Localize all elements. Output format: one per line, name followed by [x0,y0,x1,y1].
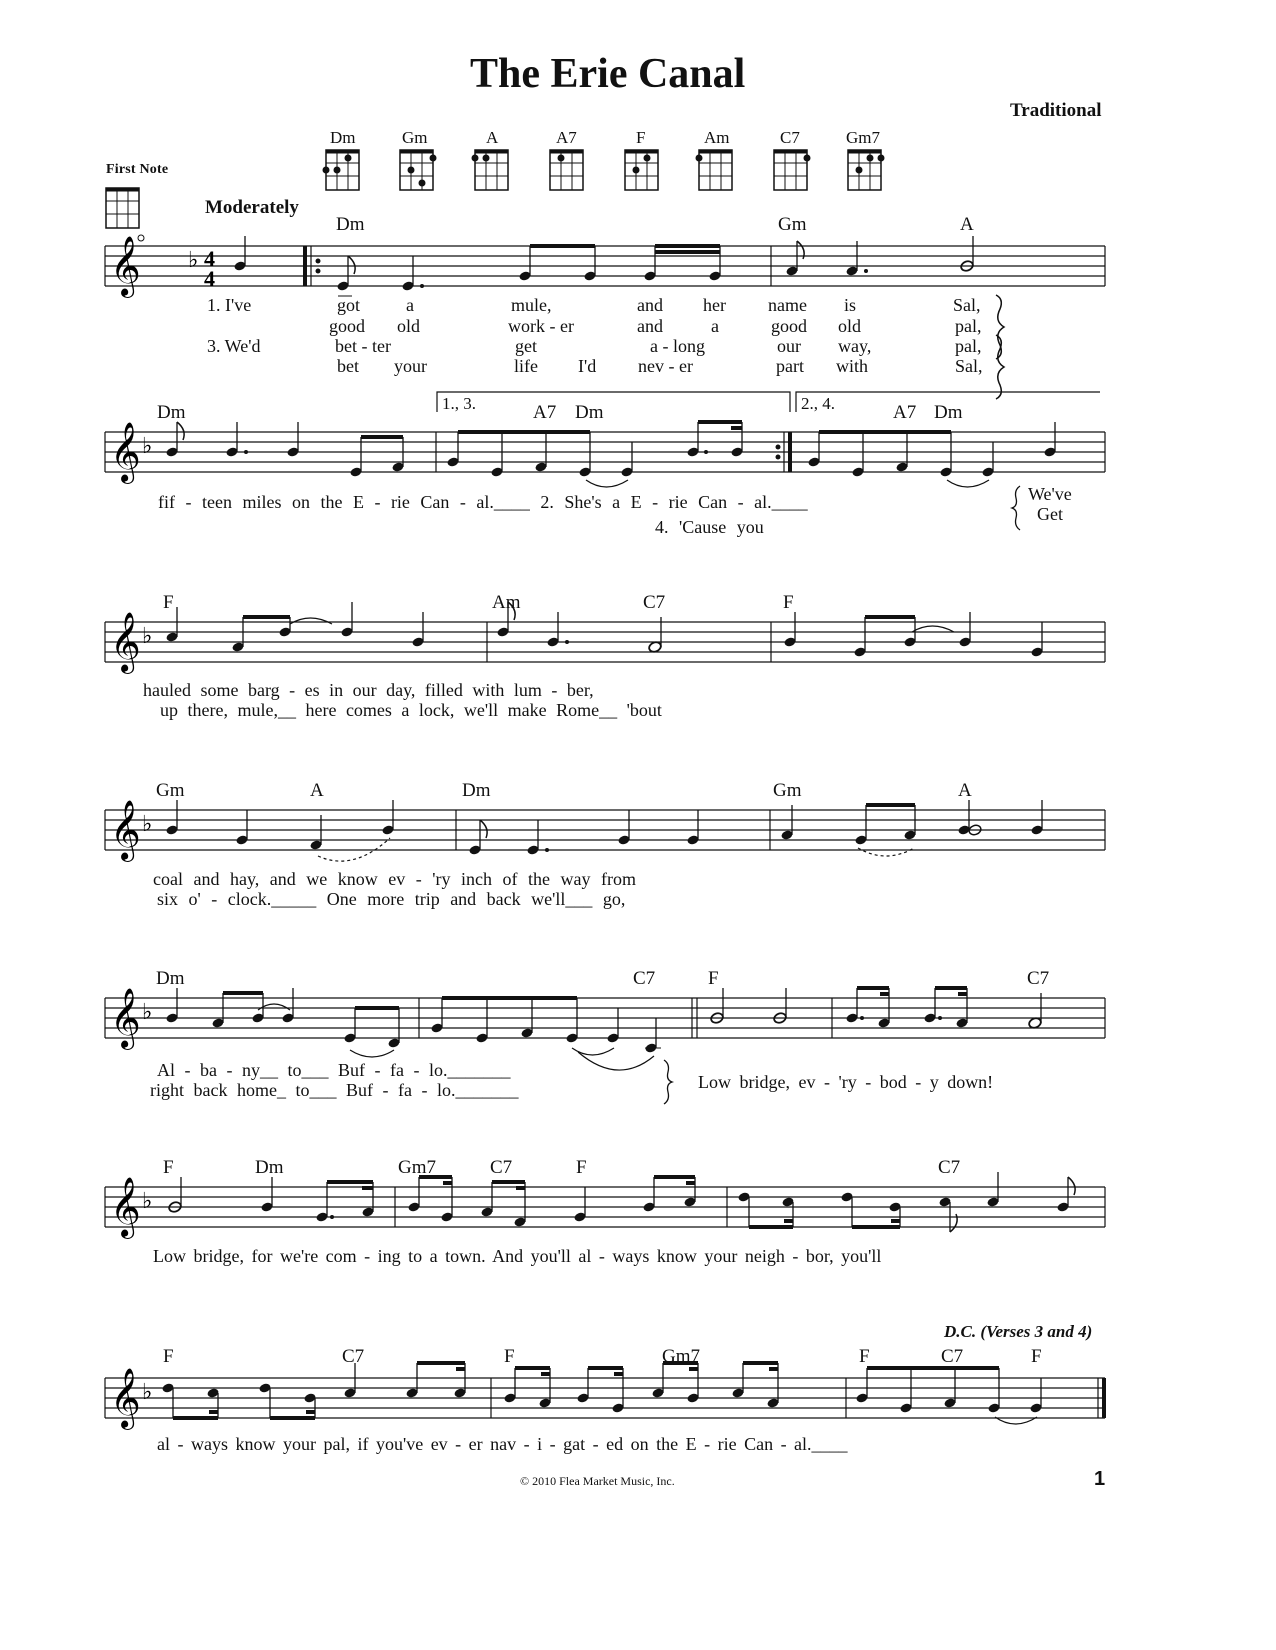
chord-symbol: F [504,1346,515,1367]
chord-grid-a7 [550,150,583,190]
chord-grid-dm [323,150,360,190]
page-number: 1 [1094,1468,1106,1490]
chord-symbol: Gm7 [398,1157,436,1178]
svg-text:♭: ♭ [142,812,153,837]
chord-grid-a [472,150,509,190]
svg-text:𝄞: 𝄞 [110,1177,141,1237]
lyric-word: got [337,295,361,315]
lyric-word: old [397,316,421,336]
chord-symbol: Dm [255,1157,284,1178]
lyric-word: bet [337,356,359,376]
song-title: The Erie Canal [470,51,746,97]
chord-diagram-label: A7 [556,128,577,147]
first-ending-label: 1., 3. [442,394,476,413]
chord-diagram-label: C7 [780,128,800,147]
lyric-word: with [836,356,869,376]
chord-diagram-label: Gm7 [846,128,880,147]
chord-symbol: A7 [893,402,917,423]
chord-symbol: Dm [336,214,365,235]
chord-symbol: Gm [773,780,802,801]
chord-symbol: Gm [156,780,185,801]
staff-system-6 [105,1172,1105,1239]
chord-symbol: Dm [934,402,963,423]
lyric-word: and [637,295,663,315]
svg-text:♭: ♭ [142,434,153,459]
lyric-line: up there, mule,__ here comes a lock, we'll make Rome__ 'bout [160,700,662,720]
lyric-line: hauled some barg - es in our day, filled with lum - ber, [143,680,594,700]
lyric-word: pal, [955,336,982,356]
first-note-label: First Note [106,162,169,177]
chord-grid-am [696,150,733,190]
lyric-line: right back home_ to___ Buf - fa - lo._______ [150,1080,519,1100]
refrain-lyric: Low bridge, ev - 'ry - bod - y down! [698,1072,994,1092]
svg-text:𝄞: 𝄞 [110,236,141,296]
chord-symbol: F [163,592,174,613]
chord-diagram-label: Gm [402,128,428,147]
lyric-word: We've [1028,484,1072,504]
chord-grid-gm7 [848,150,885,190]
lyric-line: fif - teen miles on the E - rie Can - al.____ 2. She's a E - rie Can - al.____ [158,492,808,512]
lyric-word: mule, [511,295,552,315]
chord-symbol: F [1031,1346,1042,1367]
svg-text:♭: ♭ [188,248,199,273]
svg-text:𝄞: 𝄞 [110,988,141,1048]
lyric-word: good [771,316,807,336]
chord-symbol: A [958,780,972,801]
chord-symbol: F [163,1346,174,1367]
chord-symbol: Dm [575,402,604,423]
lyric-word: work - er [508,316,574,336]
chord-symbol: C7 [342,1346,365,1367]
svg-text:♭: ♭ [142,624,153,649]
chord-symbol: C7 [941,1346,964,1367]
svg-text:4: 4 [204,246,215,271]
chord-symbol: F [576,1157,587,1178]
chord-symbol: C7 [938,1157,961,1178]
composer: Traditional [1010,100,1102,121]
svg-text:𝄞: 𝄞 [110,1368,141,1428]
lyric-word: and [637,316,663,336]
lyric-line: Low bridge, for we're com - ing to a town. And you'll al - ways know your neigh - bor, you'll [153,1246,882,1266]
staff-system-5 [105,988,1105,1070]
svg-text:𝄞: 𝄞 [110,800,141,860]
first-note-grid [106,188,144,241]
lyric-word: a [406,295,414,315]
chord-diagram-label: Am [704,128,730,147]
chord-symbol: Dm [462,780,491,801]
chord-symbol: Am [492,592,521,613]
chord-diagram-label: Dm [330,128,356,147]
chord-grid-gm [400,150,437,190]
lyric-word: bet - ter [335,336,391,356]
lyric-word: good [329,316,365,336]
svg-text:♭: ♭ [142,1380,153,1405]
dc-instruction: D.C. (Verses 3 and 4) [944,1322,1093,1341]
lyric-line: coal and hay, and we know ev - 'ry inch of the way from [153,869,636,889]
tempo-marking: Moderately [205,197,299,218]
lyric-word: I'd [578,356,597,376]
staff-system-7 [105,1363,1105,1430]
chord-symbol: C7 [643,592,666,613]
chord-symbol: F [783,592,794,613]
lyric-word: 3. We'd [207,336,261,356]
lyric-word: Get [1037,504,1063,524]
lyric-word: a - long [650,336,705,356]
svg-text:♭: ♭ [142,1000,153,1025]
lyric-word: Sal, [955,356,983,376]
lyric-word: old [838,316,862,336]
lyric-word: nev - er [638,356,693,376]
lyric-word: pal, [955,316,982,336]
lyric-word: life [514,356,538,376]
lyric-line: Al - ba - ny__ to___ Buf - fa - lo._______ [157,1060,511,1080]
lyric-line: al - ways know your pal, if you've ev - er nav - i - gat - ed on the E - rie Can - al.____ [157,1434,848,1454]
chord-symbol: F [163,1157,174,1178]
chord-symbol: C7 [633,968,656,989]
lyric-line: 1. I've [207,295,252,315]
chord-diagram-label: A [486,128,499,147]
chord-symbol: Dm [156,968,185,989]
chord-symbol: C7 [1027,968,1050,989]
chord-symbol: F [859,1346,870,1367]
lyric-word: our [777,336,801,356]
staff-system-3 [105,602,1105,674]
second-ending-label: 2., 4. [801,394,835,413]
lyric-line: 4. 'Cause you [655,517,764,537]
chord-symbol: Gm [778,214,807,235]
lyric-word: her [703,295,726,315]
lyric-word: name [768,295,807,315]
copyright: © 2010 Flea Market Music, Inc. [520,1474,675,1488]
lyric-word: Sal, [953,295,981,315]
lyric-word: a [711,316,719,336]
svg-text:♭: ♭ [142,1189,153,1214]
chord-grid-f [625,150,658,190]
svg-text:4: 4 [204,266,215,291]
svg-text:𝄞: 𝄞 [110,422,141,482]
chord-symbol: A [960,214,974,235]
chord-symbol: A7 [533,402,557,423]
lyric-line: six o' - clock._____ One more trip and back we'll___ go, [157,889,626,909]
chord-symbol: Dm [157,402,186,423]
chord-symbol: A [310,780,324,801]
lyric-word: is [844,295,857,315]
chord-symbol: Gm7 [662,1346,700,1367]
chord-diagram-label: F [636,128,646,147]
lyric-word: part [776,356,804,376]
chord-symbol: F [708,968,719,989]
svg-text:𝄞: 𝄞 [110,612,141,672]
chord-symbol: C7 [490,1157,513,1178]
lyric-word: get [515,336,537,356]
chord-grid-c7 [774,150,811,190]
lyric-word: way, [838,336,872,356]
staff-system-1 [105,236,1105,298]
lyric-word: your [394,356,427,376]
staff-system-4 [105,800,1105,862]
